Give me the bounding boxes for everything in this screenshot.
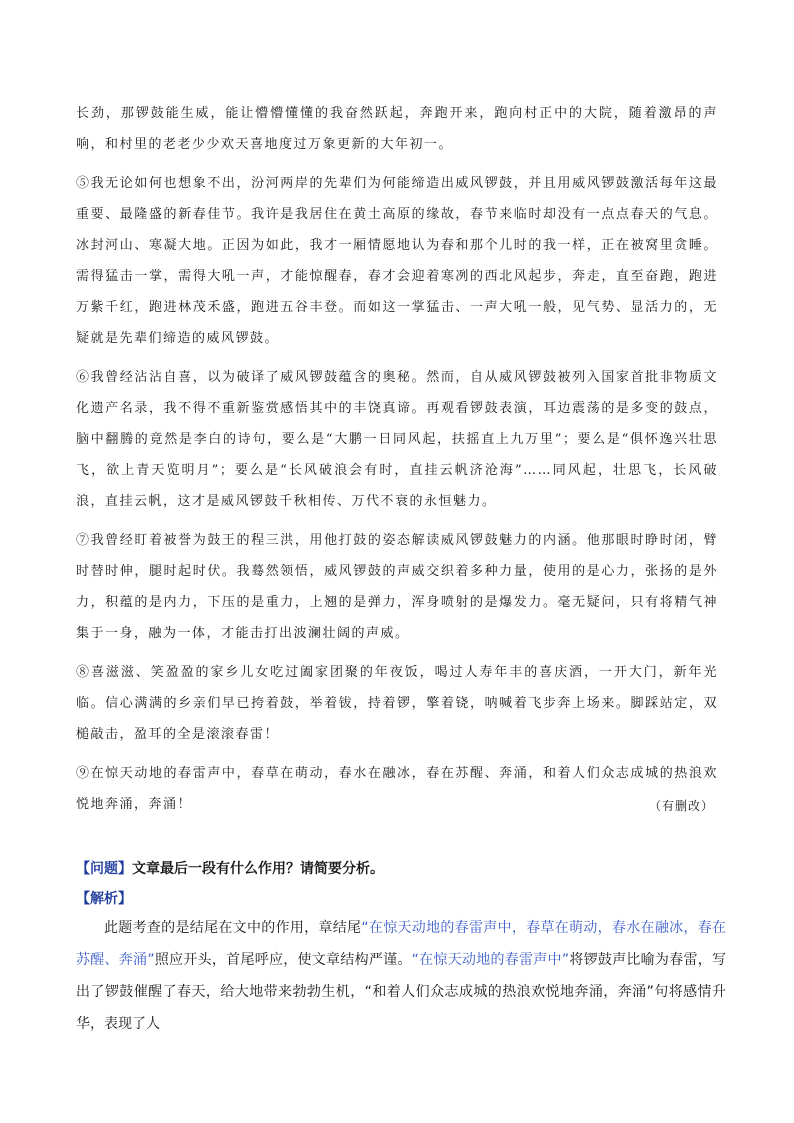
analysis-text-2: 照应开头，首尾呼应，使文章结构严谨。	[154, 952, 412, 968]
question-line	[76, 858, 736, 880]
essay-paragraph-intro: 长劲，那锣鼓能生威，能让懵懵懂懂的我奋然跃起，奔跑开来，跑向村正中的大院，随着激昂的声响，和村里的老老少少欢天喜地度过万象更新的大年初一。	[76, 106, 718, 152]
analysis-text-1: 此题考查的是结尾在文中的作用，章结尾	[104, 920, 362, 936]
analysis-label: 【解析】	[76, 891, 132, 907]
essay-paragraph-9: ⑨在惊天动地的春雷声中，春草在萌动，春水在融冰，春在苏醒、奔涌，和着人们众志成城的热浪欢悦地奔涌，奔涌！	[76, 766, 718, 812]
analysis-quote-2: “在惊天动地的春雷声中”	[411, 952, 570, 968]
analysis-text-3: 将锣鼓声比喻为春雷，写出了锣鼓催醒了春天，给大地带来勃勃生机，“和着人们众志成城的热浪欢悦地奔涌，奔涌”句将感情升华，表现了人	[76, 952, 726, 1032]
essay-paragraph-7: ⑦我曾经盯着被誉为鼓王的程三洪，用他打鼓的姿态解读威风锣鼓魅力的内涵。他那眼时睁时闭，臂时替时伸，腿时起时伏。我蓦然领悟，威风锣鼓的声威交织着多种力量，使用的是心力，张扬的是外力，积蕴的是内力，下压的是重力，上翘的是弹力，浑身喷射的是爆发力。毫无疑问，只有将精气神集于一身，融为一体，才能击打出波澜壮阔的声威。	[76, 533, 718, 641]
essay-paragraph-8: ⑧喜滋滋、笑盈盈的家乡儿女吃过阖家团聚的年夜饭，喝过人寿年丰的喜庆酒，一开大门，新年光临。信心满满的乡亲们早已挎着鼓，举着钹，持着锣，擎着铙，呐喊着飞步奔上场来。脚踩站定，双槌敲击，盈耳的全是滚滚春雷！	[76, 665, 718, 742]
analysis-body	[76, 912, 726, 1040]
source-note: （有删改）	[648, 799, 714, 813]
essay-paragraph-5: ⑤我无论如何也想象不出，汾河两岸的先辈们为何能缔造出威风锣鼓，并且用威风锣鼓激活每年这最重要、最隆盛的新春佳节。我许是我居住在黄土高原的缘故，春节来临时却没有一点点春天的气息。冰封河山、寒凝大地。正因为如此，我才一厢情愿地认为春和那个儿时的我一样，正在被窝里贪睡。需得猛击一掌，需得大吼一声，才能惊醒春，春才会迎着寒冽的西北风起步，奔走，直至奋跑，跑进万紫千红，跑进林茂禾盛，跑进五谷丰登。而如这一掌猛击、一声大吼一般，见气势、显活力的，无疑就是先辈们缔造的威风锣鼓。	[76, 176, 718, 346]
analysis-quote-1: “在惊天动地的春雷声中，春草在萌动，春水在融冰，春在苏醒、奔涌”	[76, 920, 726, 968]
essay-body	[76, 98, 718, 820]
question-text: 文章最后一段有什么作用？请简要分析。	[132, 861, 384, 877]
question-tag: 【问题】	[76, 861, 132, 877]
essay-paragraph-6: ⑥我曾经沾沾自喜，以为破译了威风锣鼓蕴含的奥秘。然而，自从威风锣鼓被列入国家首批非物质文化遗产名录，我不得不重新鉴赏感悟其中的丰饶真谛。再观看锣鼓表演，耳边震荡的是多变的鼓点，脑中翻腾的竟然是李白的诗句，要么是“大鹏一日同风起，扶摇直上九万里”；要么是“俱怀逸兴壮思飞，欲上青天览明月”；要么是“长风破浪会有时，直挂云帆济沧海”……同风起，壮思飞，长风破浪，直挂云帆，这才是威风锣鼓千秋相传、万代不衰的永恒魅力。	[76, 370, 718, 509]
